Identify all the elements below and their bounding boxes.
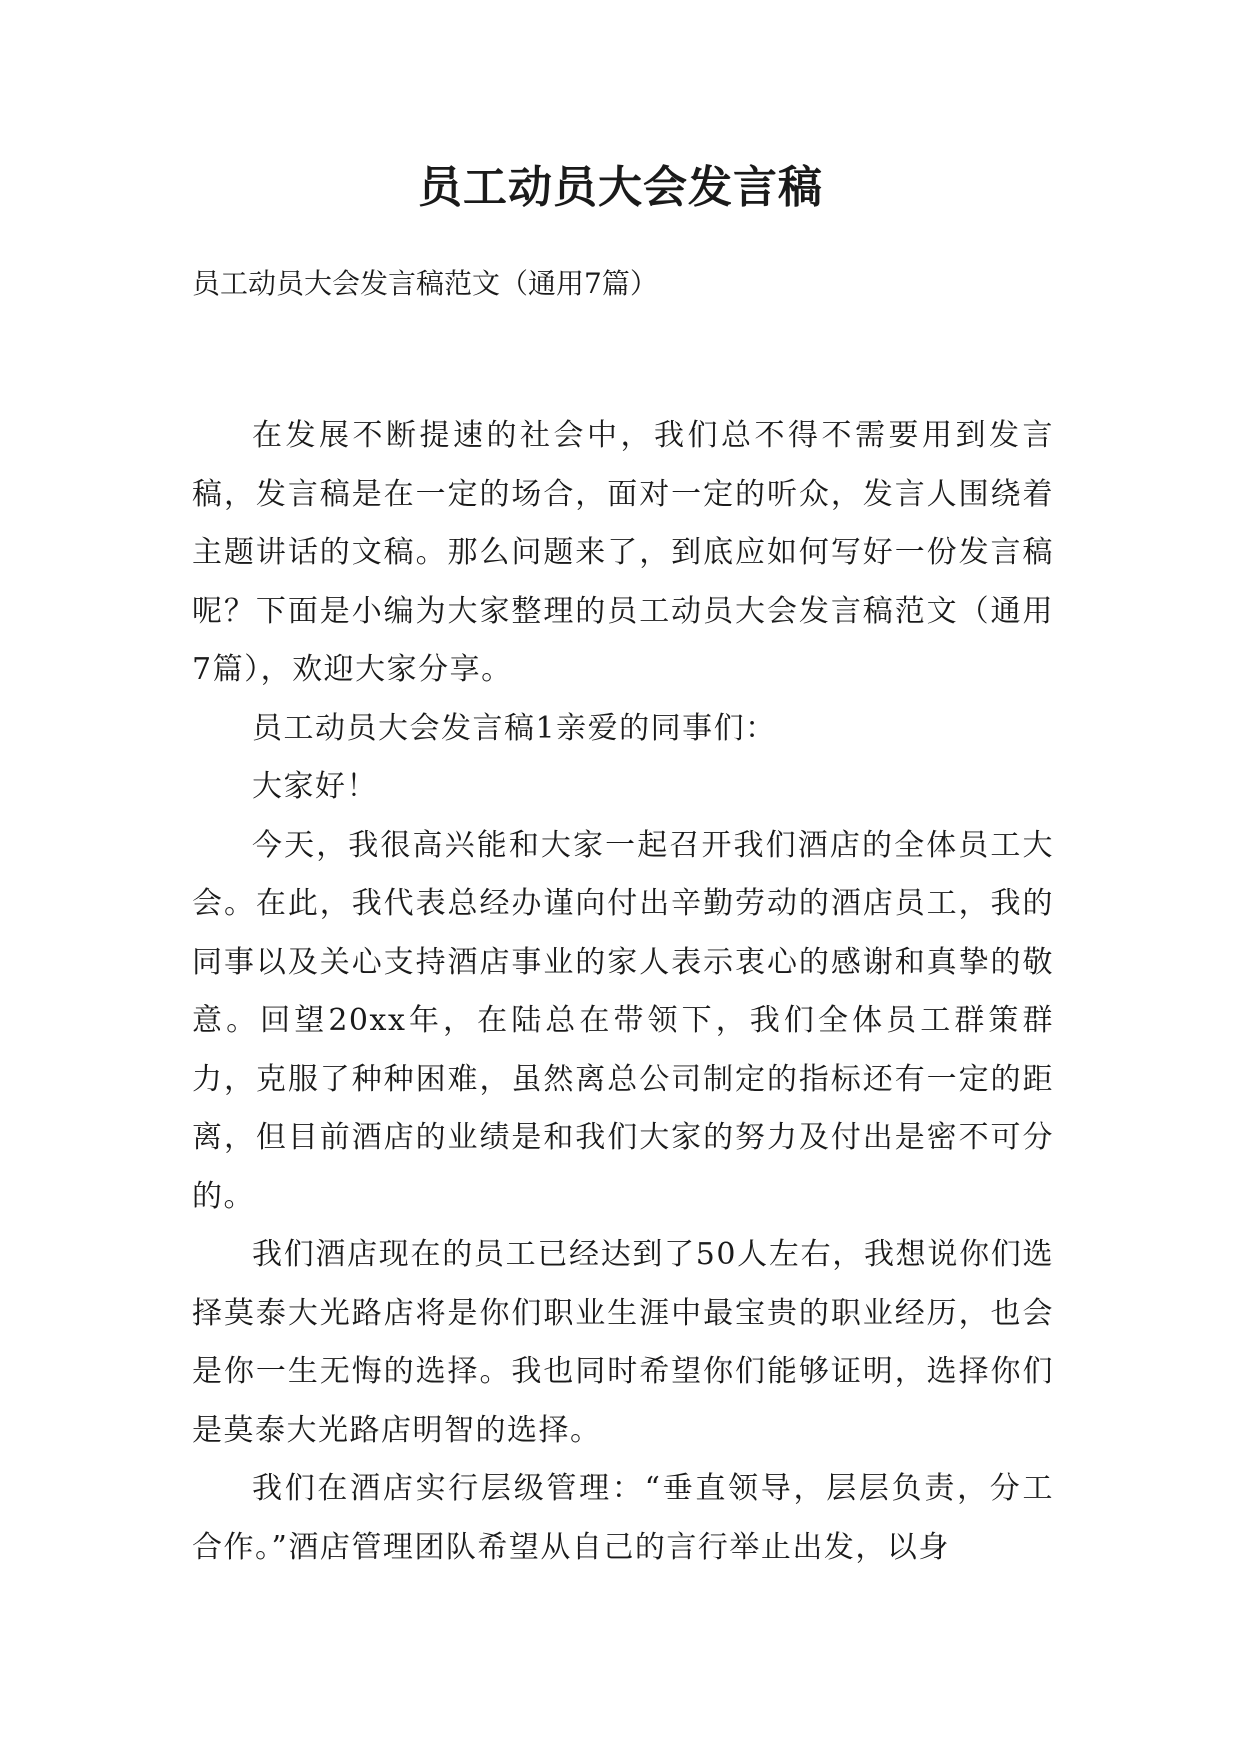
paragraph-speech-heading: 员工动员大会发言稿1亲爱的同事们： [252, 710, 777, 746]
paragraph-greeting: 大家好！ [252, 769, 378, 804]
document-subtitle: 员工动员大会发言稿范文（通用7篇） [192, 267, 658, 300]
paragraph-staff: 我们酒店现在的员工已经达到了50人左右，我想说你们选择莫泰大光路店将是你们职业生涯中最宝贵的职业经历，也会是你一生无悔的选择。我也同时希望你们能够证明，选择你们是莫泰大光路店明智的选择。 [192, 1237, 1054, 1448]
paragraph-thanks: 今天，我很高兴能和大家一起召开我们酒店的全体员工大会。在此，我代表总经办谨向付出辛勤劳动的酒店员工，我的同事以及关心支持酒店事业的家人表示衷心的感谢和真挚的敬意。回望20xx年，在陆总在带领下，我们全体员工群策群力，克服了种种困难，虽然离总公司制定的指标还有一定的距离，但目前酒店的业绩是和我们大家的努力及付出是密不可分的。 [192, 827, 1054, 1214]
document-title: 员工动员大会发言稿 [418, 162, 823, 213]
document-body [192, 407, 1054, 1577]
paragraph-management: 我们在酒店实行层级管理：“垂直领导，层层负责，分工合作。”酒店管理团队希望从自己的言行举止出发，以身 [192, 1471, 1054, 1565]
paragraph-intro: 在发展不断提速的社会中，我们总不得不需要用到发言稿，发言稿是在一定的场合，面对一定的听众，发言人围绕着主题讲话的文稿。那么问题来了，到底应如何写好一份发言稿呢？下面是小编为大家整理的员工动员大会发言稿范文（通用7篇），欢迎大家分享。 [192, 418, 1054, 687]
